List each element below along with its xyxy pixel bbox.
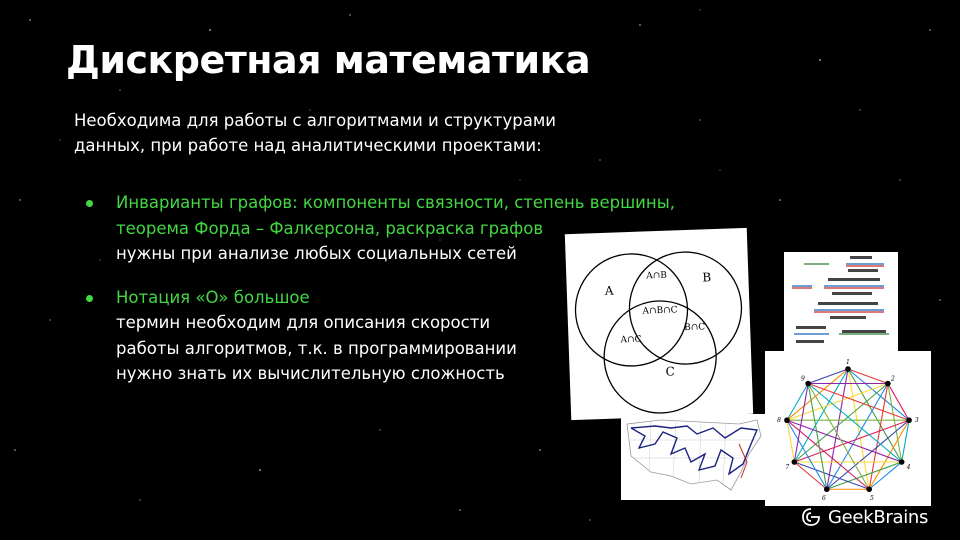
intro-text bbox=[74, 108, 594, 158]
graph-node bbox=[845, 366, 851, 372]
geekbrains-logo bbox=[800, 506, 928, 528]
slide-title: Дискретная математика bbox=[66, 38, 591, 82]
bullet-text: нужно знать их вычислительную сложность bbox=[116, 364, 505, 383]
graph-node-label: 5 bbox=[869, 494, 874, 502]
graph-edge bbox=[808, 384, 909, 421]
venn-diagram-image bbox=[565, 228, 753, 420]
geekbrains-logo-icon bbox=[800, 506, 822, 528]
intro-line: данных, при работе над аналитическими проектами: bbox=[74, 136, 542, 155]
intro-line: Необходима для работы с алгоритмами и структурами bbox=[74, 111, 556, 130]
combinatorics-formula-image bbox=[784, 252, 898, 352]
graph-node-label: 8 bbox=[777, 416, 781, 424]
venn-label-abc: A∩B∩C bbox=[642, 305, 678, 317]
bullet-dot-icon bbox=[86, 200, 93, 207]
complete-graph-image bbox=[765, 351, 931, 506]
graph-node bbox=[906, 417, 912, 423]
bullet-dot-icon bbox=[86, 295, 93, 302]
bullet-heading: теорема Форда – Фалкерсона, раскраска графов bbox=[116, 218, 544, 238]
graph-edge bbox=[794, 462, 826, 489]
graph-node-label: 2 bbox=[890, 375, 895, 383]
graph-edge bbox=[787, 384, 888, 421]
venn-label-ab: A∩B bbox=[646, 270, 668, 282]
graph-node-label: 7 bbox=[785, 464, 790, 471]
venn-label-a: A bbox=[604, 283, 614, 298]
graph-node bbox=[805, 381, 811, 387]
graph-edge bbox=[869, 462, 901, 489]
graph-node bbox=[784, 417, 790, 423]
bullet-heading: Нотация «О» большое bbox=[116, 287, 310, 307]
bullet-text: нужны при анализе любых социальных сетей bbox=[116, 244, 517, 263]
bullet-text: работы алгоритмов, т.к. в программировании bbox=[116, 338, 517, 358]
brand-name: GeekBrains bbox=[828, 506, 929, 528]
graph-node-label: 6 bbox=[822, 494, 826, 502]
graph-node bbox=[792, 459, 798, 465]
venn-label-b: B bbox=[702, 270, 712, 285]
graph-node-label: 1 bbox=[846, 359, 850, 366]
graph-node bbox=[866, 486, 872, 492]
graph-node bbox=[885, 381, 891, 387]
graph-node-label: 4 bbox=[906, 464, 911, 471]
graph-edge bbox=[808, 369, 848, 384]
bullet-heading: Инварианты графов: компоненты связности, степень вершины, bbox=[116, 193, 675, 212]
graph-edge bbox=[848, 369, 888, 384]
graph-node bbox=[824, 486, 830, 492]
venn-label-c: C bbox=[665, 364, 676, 379]
bullet-text: термин необходим для описания скорости bbox=[116, 313, 491, 332]
venn-label-ac: A∩C bbox=[620, 334, 642, 346]
graph-node-label: 9 bbox=[801, 375, 805, 383]
graph-node-label: 3 bbox=[914, 416, 919, 424]
venn-label-bc: B∩C bbox=[683, 322, 706, 334]
graph-node bbox=[899, 459, 905, 465]
tsp-map-image bbox=[621, 414, 767, 500]
